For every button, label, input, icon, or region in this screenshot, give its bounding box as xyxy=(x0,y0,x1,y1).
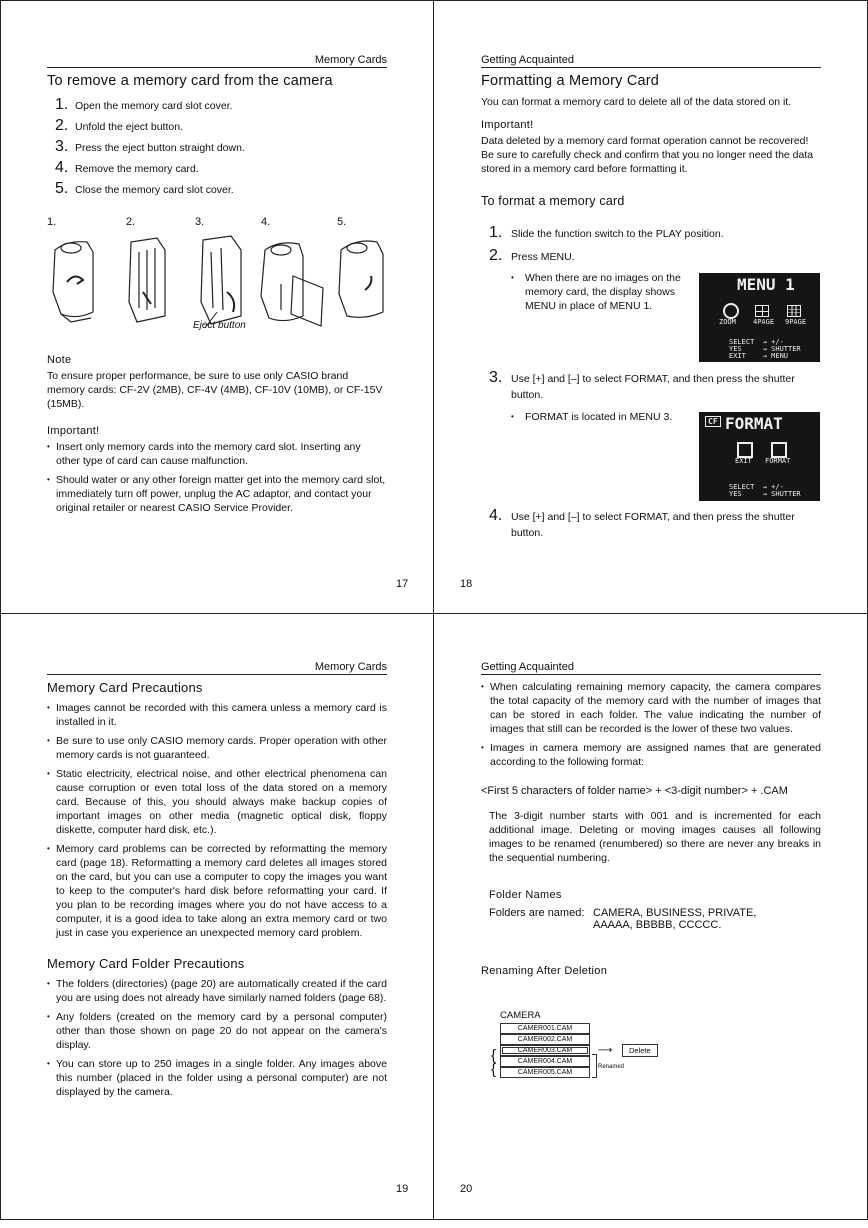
memory-note-item: • When calculating remaining memory capacity, the camera compares the total capacity of the memory card with the number of images that can be stored in each folder. The value indicating the number of images that still can be recorded is the lower of these two values. xyxy=(481,680,821,736)
page-header: Getting Acquainted xyxy=(481,661,821,675)
note-text: To ensure proper performance, be sure to use only CASIO brand memory cards: CF-2V (2MB), CF-4V (4MB), CF-10V (10MB), or CF-15V (15MB). xyxy=(47,370,383,410)
page-header: Memory Cards xyxy=(47,661,387,675)
lcd-title: FORMAT xyxy=(725,414,783,433)
note-label: Note xyxy=(47,354,72,366)
step-number: 1. xyxy=(489,224,503,241)
diagram-folder-name: CAMERA xyxy=(500,1010,541,1021)
step-number: 3. xyxy=(489,369,503,386)
page-number: 19 xyxy=(396,1183,409,1195)
step-3 xyxy=(55,137,387,158)
format-description: The 3-digit number starts with 001 and is incremented for each additional image. Deleting or moving images causes all following images to be renamed (renumbered) so there are never any breaks in the sequential numbering. xyxy=(489,810,821,864)
precaution-item: • Be sure to use only CASIO memory cards. Proper operation with other memory cards is not guaranteed. xyxy=(47,734,387,762)
page-divider-horizontal xyxy=(0,613,868,614)
step-number: 4. xyxy=(489,507,503,524)
step-text: Press MENU. xyxy=(511,251,575,263)
camera-illustrations xyxy=(47,216,387,336)
step-text: Use [+] and [–] to select FORMAT, and then press the shutter button. xyxy=(511,511,795,539)
step-1 xyxy=(55,95,387,116)
section-title: Memory Card Folder Precautions xyxy=(47,956,245,971)
step-5 xyxy=(55,179,387,200)
step-text: Open the memory card slot cover. xyxy=(75,100,233,112)
memory-note-item: • Images in camera memory are assigned names that are generated according to the following format: xyxy=(481,741,821,769)
page-number: 20 xyxy=(460,1183,473,1195)
important-item: • Should water or any other foreign matter get into the memory card slot, immediately turn off power, unplug the AC adaptor, and contact your original retailer or nearest CASIO Service Provider. xyxy=(47,473,387,515)
brace-icon: { xyxy=(491,1047,497,1064)
page-header: Getting Acquainted xyxy=(481,54,821,68)
folder-names-label: Folder Names xyxy=(489,889,562,901)
grid-4-icon xyxy=(755,305,769,317)
grid-9-icon xyxy=(787,305,801,317)
brace-icon: { xyxy=(491,1061,497,1078)
important-item: • Insert only memory cards into the memory card slot. Inserting any other type of card can cause malfunction. xyxy=(47,440,387,468)
format-step-4 xyxy=(489,508,821,541)
folders-line: AAAAA, BBBBB, CCCCC. xyxy=(593,919,722,931)
step-2-note: • When there are no images on the memory card, the display shows MENU in place of MENU 1. xyxy=(511,271,705,313)
important-label: Important! xyxy=(481,119,534,131)
folder-precautions-list xyxy=(47,977,387,1099)
diagram-file: CAMER001.CAM xyxy=(500,1023,590,1034)
folders-list xyxy=(593,907,756,931)
lcd-format xyxy=(699,412,820,501)
lcd-icon-label: 9PAGE xyxy=(785,318,807,326)
lcd-menu-1 xyxy=(699,273,820,362)
step-2 xyxy=(55,116,387,137)
step-4 xyxy=(55,158,387,179)
step-number: 4. xyxy=(55,159,69,176)
arrow-right-icon: ⟶ xyxy=(598,1045,613,1056)
lcd-icon-label: ZOOM xyxy=(719,318,736,326)
bracket-line xyxy=(592,1054,597,1078)
lcd-instructions: SELECT → +/- YES → SHUTTER EXIT → MENU xyxy=(729,338,801,360)
step-number: 5. xyxy=(55,180,69,197)
section-title: To remove a memory card from the camera xyxy=(47,73,333,89)
subsection-title: To format a memory card xyxy=(481,194,625,208)
precaution-item: • Any folders (created on the memory card by a personal computer) other than those shown on page 20 do not appear on the camera's display. xyxy=(47,1010,387,1052)
folders-row xyxy=(489,907,821,931)
page-19 xyxy=(47,661,387,1104)
important-label: Important! xyxy=(47,425,100,437)
renamed-label: Renamed xyxy=(598,1064,625,1070)
step-number: 1. xyxy=(55,96,69,113)
section-title: Memory Card Precautions xyxy=(47,680,203,695)
precaution-item: • Images cannot be recorded with this camera unless a memory card is installed in it. xyxy=(47,701,387,729)
illustration-label-4: 4. xyxy=(261,216,271,228)
zoom-icon xyxy=(723,303,739,319)
illustration-label-1: 1. xyxy=(47,216,57,228)
important-text: Data deleted by a memory card format operation cannot be recovered! Be sure to carefully check and confirm that you no longer need the data stored in a memory card before formatting it. xyxy=(481,135,814,175)
memory-notes-list xyxy=(481,680,821,769)
format-step-2 xyxy=(489,247,821,266)
page-divider-vertical xyxy=(433,0,434,1220)
lcd-instructions: SELECT → +/- YES → SHUTTER xyxy=(729,483,801,498)
lcd-icon-label: FORMAT xyxy=(765,457,791,465)
page-17 xyxy=(47,54,387,200)
format-step-1 xyxy=(489,224,821,243)
diagram-file: CAMER004.CAM xyxy=(500,1056,590,1067)
diagram-file: CAMER005.CAM xyxy=(500,1067,590,1078)
precaution-item: • The folders (directories) (page 20) are automatically created if the card you are using does not already have similarly named folders (page 68). xyxy=(47,977,387,1005)
lcd-icon-label: EXIT xyxy=(735,457,752,465)
step-text: Unfold the eject button. xyxy=(75,121,183,133)
precaution-item: • Memory card problems can be corrected by reformatting the memory card (page 18). Reformatting a memory card deletes all images stored on the card, but you can use a computer to copy the images you want to keep to the computer's hard disk before reformatting your card. If you plan to be recording images where you do not have access to a computer, it is a good idea to take along an extra memory card or two just in case you experience an unexpected memory card problem. xyxy=(47,842,387,940)
delete-box: Delete xyxy=(622,1044,658,1057)
eject-button-caption: Eject button xyxy=(193,320,246,331)
format-step-3 xyxy=(489,370,821,403)
page-number: 17 xyxy=(396,578,409,590)
lcd-title: MENU 1 xyxy=(737,275,795,294)
illustration-label-5: 5. xyxy=(337,216,347,228)
step-text: Slide the function switch to the PLAY position. xyxy=(511,228,724,240)
important-list xyxy=(47,440,387,515)
section-title: Formatting a Memory Card xyxy=(481,73,660,89)
illustration-label-3: 3. xyxy=(195,216,205,228)
lcd-icon-label: 4PAGE xyxy=(753,318,775,326)
camera-drawings xyxy=(47,232,387,352)
filename-format: <First 5 characters of folder name> + <3-digit number> + .CAM xyxy=(481,785,788,797)
diagram-file: CAMER002.CAM xyxy=(500,1034,590,1045)
page-number: 18 xyxy=(460,578,473,590)
intro-text: You can format a memory card to delete all of the data stored on it. xyxy=(481,96,792,108)
renaming-diagram xyxy=(480,1008,680,1084)
folders-named-label: Folders are named: xyxy=(489,907,585,919)
diagram-file-deleted: CAMER003.CAM xyxy=(500,1045,590,1056)
step-3-note: • FORMAT is located in MENU 3. xyxy=(511,410,705,424)
illustration-label-2: 2. xyxy=(126,216,136,228)
format-icon xyxy=(771,442,787,458)
step-number: 2. xyxy=(55,117,69,134)
page-header: Memory Cards xyxy=(47,54,387,68)
step-text: Use [+] and [–] to select FORMAT, and then press the shutter button. xyxy=(511,373,795,401)
precaution-item: • Static electricity, electrical noise, and other electrical phenomena can cause corruption or even total loss of the data stored on a memory card. Because of this, you should always make backup copies of important images on other media (magnetic optical disk, floppy diskette, computer hard disk, etc.). xyxy=(47,767,387,837)
page-20 xyxy=(481,661,821,977)
folders-line: CAMERA, BUSINESS, PRIVATE, xyxy=(593,907,757,919)
step-text: Remove the memory card. xyxy=(75,163,199,175)
step-text: Close the memory card slot cover. xyxy=(75,184,234,196)
steps-list xyxy=(55,95,387,200)
precaution-item: • You can store up to 250 images in a single folder. Any images above this number (placed in the folder using a personal computer) are not displayed by the camera. xyxy=(47,1057,387,1099)
page-18 xyxy=(481,54,821,214)
page-17-notes xyxy=(47,354,387,520)
renaming-label: Renaming After Deletion xyxy=(481,965,608,977)
step-number: 3. xyxy=(55,138,69,155)
precautions-list xyxy=(47,701,387,940)
cf-card-icon: CF xyxy=(705,416,721,427)
step-text: Press the eject button straight down. xyxy=(75,142,245,154)
step-number: 2. xyxy=(489,247,503,264)
exit-icon xyxy=(737,442,753,458)
